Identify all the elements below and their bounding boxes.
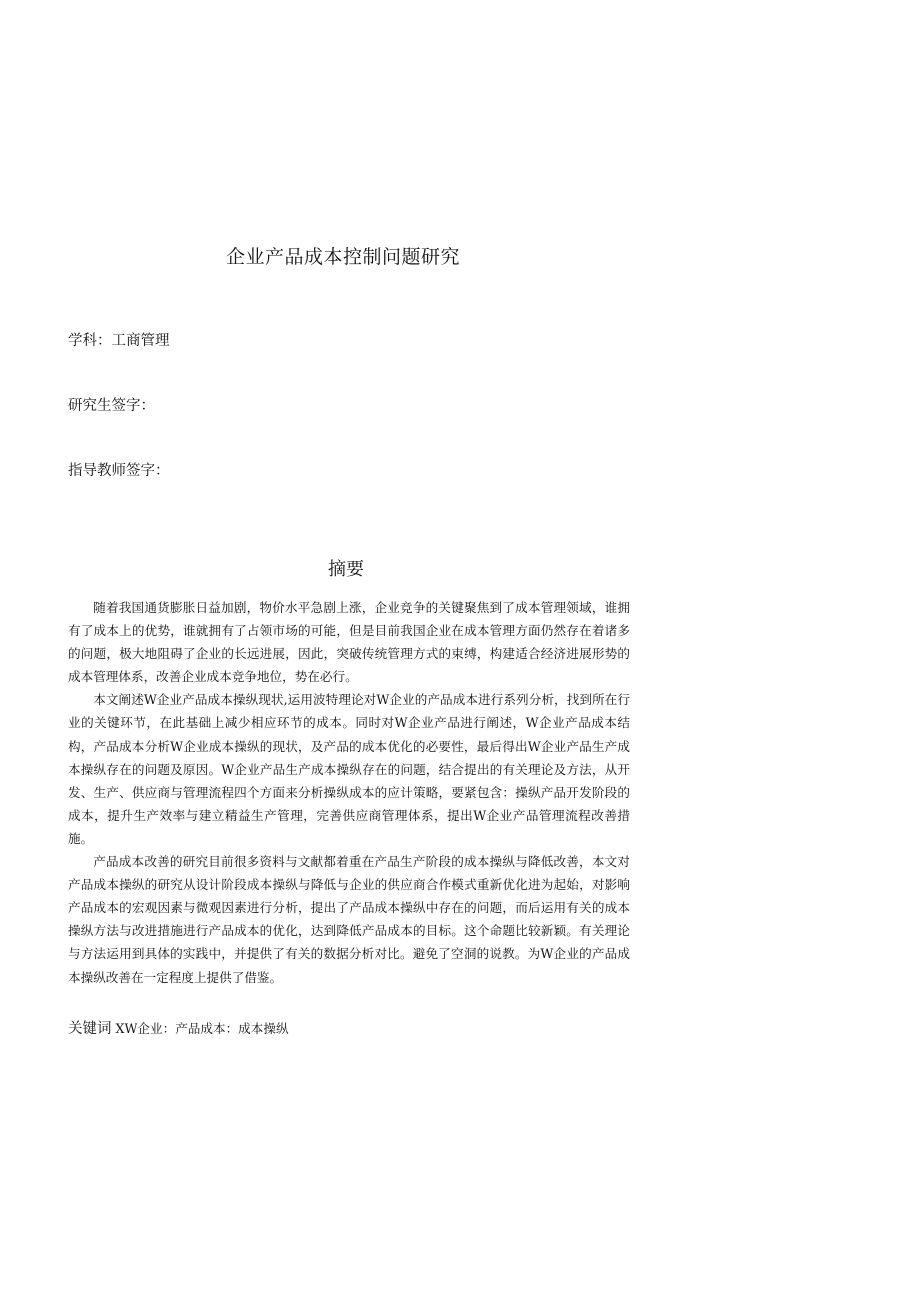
subject-field: 学科：工商管理 [68,333,170,349]
abstract-paragraph-2: 本文阐述W企业产品成本操纵现状,运用波特理论对W企业的产品成本进行系列分析，找到所在行业的关键环节，在此基础上减少相应环节的成本。同时对W企业产品进行阐述，W企业产品成本结构，产品成本分析W企业成本操纵的现状，及产品的成本优化的必要性，最后得出W企业产品生产成本操纵存在的问题及原因。W企业产品生产成本操纵存在的问题，结合提出的有关理论及方法，从开发、生产、供应商与管理流程四个方面来分析操纵成本的应计策略，要紧包含：操纵产品开发阶段的成本，提升生产效率与建立精益生产管理，完善供应商管理体系，提出W企业产品管理流程改善措施。 [68,692,630,846]
abstract-body [68,596,630,989]
thesis-title: 企业产品成本控制问题研究 [226,246,461,268]
abstract-paragraph-3: 产品成本改善的研究目前很多资料与文献都着重在产品生产阶段的成本操纵与降低改善，本文对产品成本操纵的研究从设计阶段成本操纵与降低与企业的供应商合作模式重新优化进为起始，对影响产品成本的宏观因素与微观因素进行分析，提出了产品成本操纵中存在的问题，而后运用有关的成本操纵方法与改进措施进行产品成本的优化，达到降低产品成本的目标。这个命题比较新颖。有关理论与方法运用到具体的实践中，并提供了有关的数据分析对比。避免了空洞的说教。为W企业的产品成本操纵改善在一定程度上提供了借鉴。 [68,854,630,985]
keywords-line [68,1017,289,1038]
student-signature-field: 研究生签字： [68,398,155,414]
keywords-label: 关键词 [68,1021,112,1037]
abstract-heading: 摘要 [328,559,364,580]
advisor-signature-field: 指导教师签字： [68,463,170,479]
keywords-value: XW企业：产品成本：成本操纵 [115,1021,289,1036]
abstract-paragraph-1: 随着我国通货膨胀日益加剧，物价水平急剧上涨，企业竞争的关键聚焦到了成本管理领域，谁拥有了成本上的优势，谁就拥有了占领市场的可能，但是目前我国企业在成本管理方面仍然存在着诸多的问题，极大地阻碍了企业的长远进展，因此，突破传统管理方式的束缚，构建适合经济进展形势的成本管理体系，改善企业成本竞争地位，势在必行。 [68,600,630,685]
